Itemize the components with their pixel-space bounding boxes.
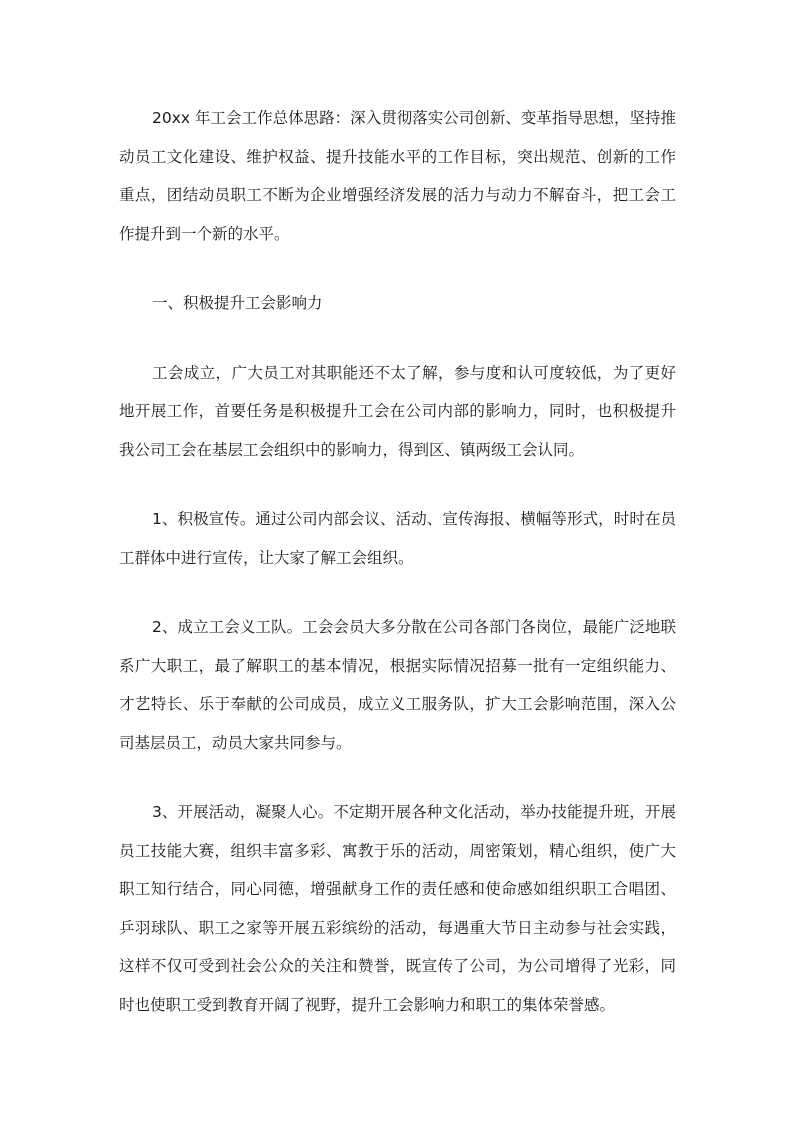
paragraph-item-2: 2、成立工会义工队。工会会员大多分散在公司各部门各岗位，最能广泛地联系广大职工，最了解职工的基本情况，根据实际情况招募一批有一定组织能力、才艺特长、乐于奉献的公司成员，成立义工服务队，扩大工会影响范围，深入公司基层员工，动员大家共同参与。 xyxy=(119,618,676,752)
paragraph-section-intro: 工会成立，广大员工对其职能还不太了解，参与度和认可度较低，为了更好地开展工作，首要任务是积极提升工会在公司内部的影响力，同时，也积极提升我公司工会在基层工会组织中的影响力，得到区、镇两级工会认同。 xyxy=(119,363,676,459)
section-heading-1: 一、积极提升工会影响力 xyxy=(152,294,323,312)
document-body xyxy=(119,99,676,1055)
paragraph-item-3: 3、开展活动，凝聚人心。不定期开展各种文化活动，举办技能提升班，开展员工技能大赛，组织丰富多彩、寓教于乐的活动，周密策划，精心组织，使广大职工知行结合，同心同德，增强献身工作的责任感和使命感如组织职工合唱团、乒羽球队、职工之家等开展五彩缤纷的活动，每遇重大节日主动参与社会实践，这样不仅可受到社会公众的关注和赞誉，既宣传了公司，为公司增得了光彩，同时也使职工受到教育开阔了视野，提升工会影响力和职工的集体荣誉感。 xyxy=(119,803,676,1014)
paragraph-item-1: 1、积极宣传。通过公司内部会议、活动、宣传海报、横幅等形式，时时在员工群体中进行宣传，让大家了解工会组织。 xyxy=(119,510,676,567)
paragraph-overview: 20xx 年工会工作总体思路：深入贯彻落实公司创新、变革指导思想，坚持推动员工文化建设、维护权益、提升技能水平的工作目标，突出规范、创新的工作重点，团结动员职工不断为企业增强经济发展的活力与动力不解奋斗，把工会工作提升到一个新的水平。 xyxy=(119,109,676,243)
